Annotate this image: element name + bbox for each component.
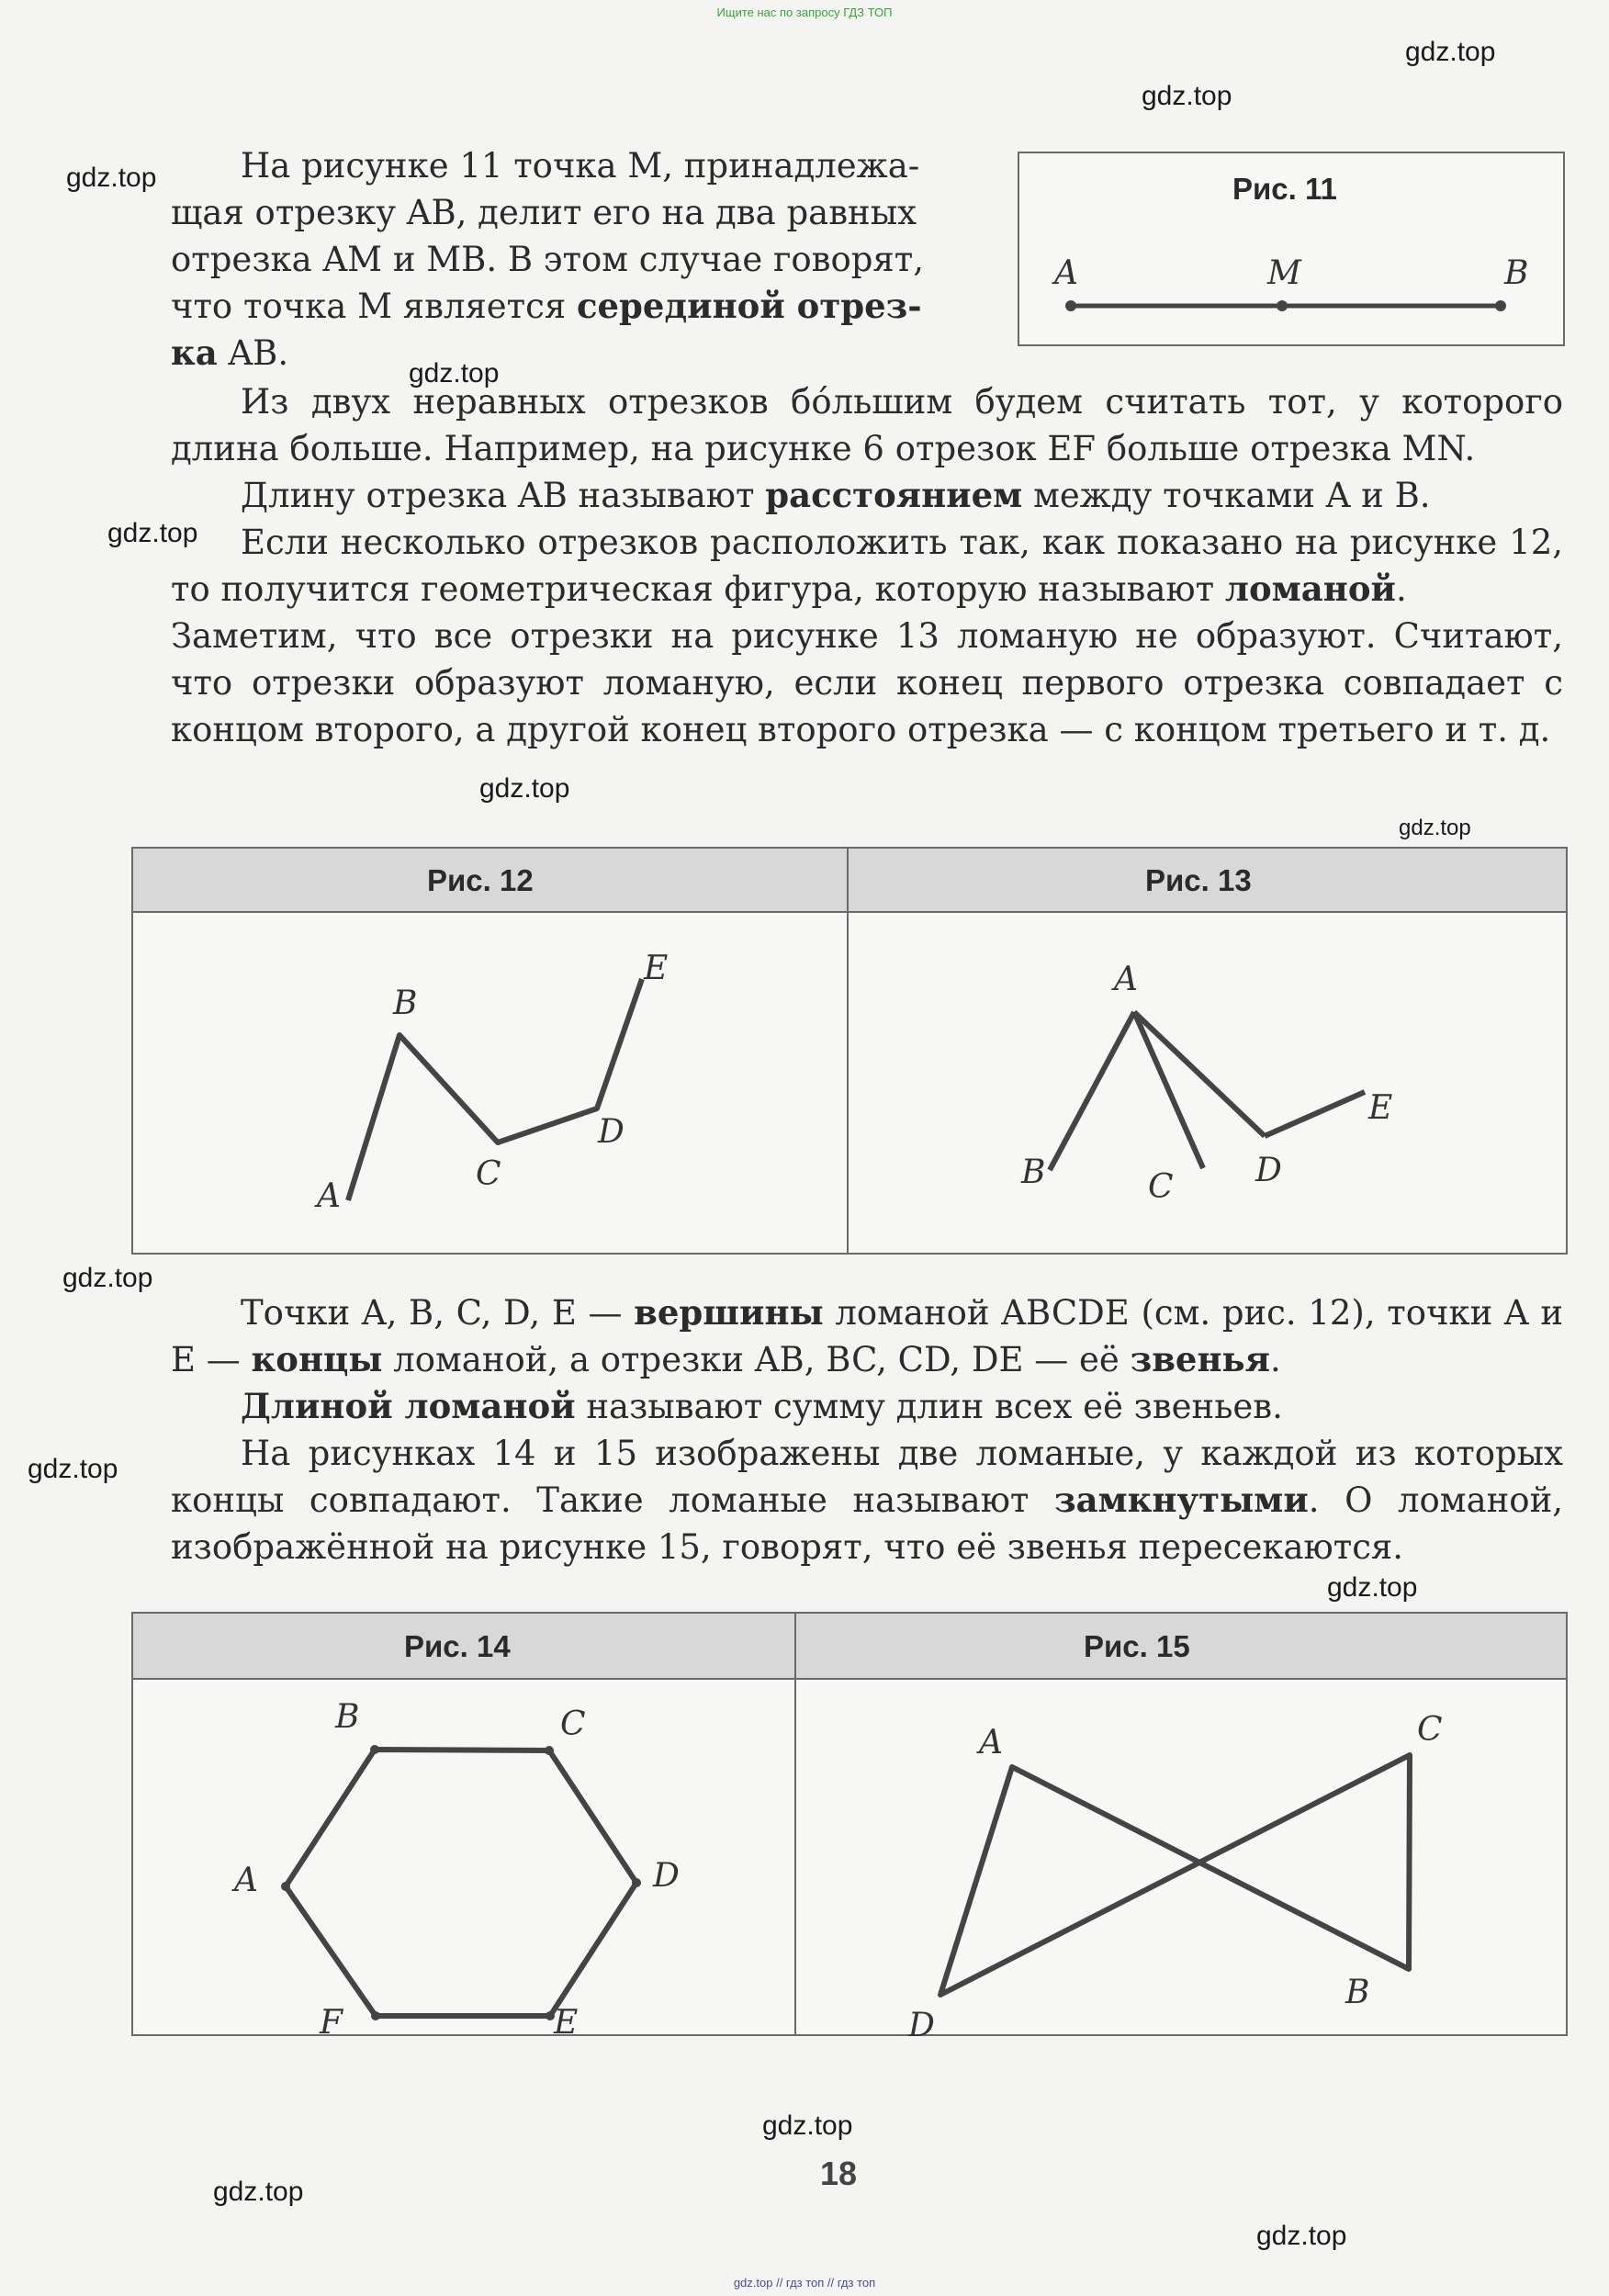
figure-11-drawing bbox=[1019, 153, 1563, 344]
paragraph-text bbox=[171, 1289, 1563, 1570]
watermark: gdz.top bbox=[213, 2177, 304, 2207]
segment-ab bbox=[1050, 1012, 1134, 1170]
point-m bbox=[1277, 300, 1288, 311]
text-run: Точки A, B, C, D, E — bbox=[241, 1293, 635, 1333]
figures-12-13 bbox=[131, 847, 1568, 1255]
watermark: gdz.top bbox=[28, 1454, 118, 1484]
term-closed: замкнутыми bbox=[1053, 1480, 1309, 1520]
label-f: F bbox=[320, 2004, 343, 2042]
label-e: E bbox=[1368, 1089, 1393, 1127]
text-run: Если несколько отрезков расположить так, как показано на рисунке 12, то получится геометрическая фигура, которую называют bbox=[171, 523, 1563, 609]
watermark: gdz.top bbox=[1399, 816, 1471, 840]
text-line: щая отрезку AB, делит его на два равных bbox=[171, 193, 917, 232]
watermark: gdz.top bbox=[1256, 2221, 1347, 2251]
vertex-c bbox=[545, 1746, 554, 1755]
label-e: E bbox=[554, 2004, 579, 2042]
figure-11 bbox=[1018, 152, 1565, 346]
label-d: D bbox=[908, 2007, 935, 2044]
label-c: C bbox=[476, 1155, 501, 1193]
label-c: C bbox=[1417, 1711, 1443, 1749]
figure-14-15-drawing bbox=[133, 1614, 1566, 2034]
text-line: отрезка AM и MB. В этом случае говорят, bbox=[171, 240, 924, 279]
label-a: A bbox=[1114, 961, 1138, 998]
vertex-b bbox=[370, 1745, 379, 1754]
paragraph-text bbox=[171, 378, 1563, 753]
label-b: B bbox=[1345, 1974, 1370, 2011]
figure-caption: Рис. 13 bbox=[1145, 863, 1252, 897]
text-run: ломаной, а отрезки AB, BC, CD, DE — её bbox=[382, 1340, 1131, 1379]
watermark: gdz.top bbox=[107, 518, 198, 548]
term-ends: концы bbox=[251, 1339, 383, 1379]
text-run: Длину отрезка AB называют bbox=[241, 476, 766, 515]
watermark: gdz.top bbox=[1327, 1572, 1418, 1603]
text-run: ломаной ABCDE (см. рис. 12), точки A и E — bbox=[171, 1293, 1563, 1379]
segment-ac bbox=[1134, 1012, 1203, 1168]
label-b: B bbox=[335, 1698, 360, 1736]
figure-caption: Рис. 12 bbox=[427, 863, 534, 897]
watermark: gdz.top bbox=[479, 773, 570, 804]
watermark: gdz.top bbox=[62, 1263, 153, 1293]
paragraph-length bbox=[171, 1383, 1563, 1430]
figures-14-15 bbox=[131, 1612, 1568, 2044]
page-number: 18 bbox=[820, 2155, 858, 2192]
vertex-d bbox=[632, 1878, 641, 1887]
text-run: что точка M является bbox=[171, 287, 577, 326]
term-distance: расстоянием bbox=[765, 475, 1023, 515]
label-a: A bbox=[317, 1177, 341, 1215]
term-polyline: ломаной bbox=[1224, 568, 1396, 609]
watermark: gdz.top bbox=[1405, 37, 1496, 67]
text-line bbox=[171, 283, 970, 330]
watermark: gdz.top bbox=[66, 163, 157, 193]
figure-caption: Рис. 11 bbox=[1232, 172, 1337, 206]
segment-de bbox=[1265, 1092, 1365, 1136]
label-e: E bbox=[644, 950, 669, 987]
polygon-self-intersecting bbox=[940, 1755, 1410, 1995]
text-run: . О ломаной, изображённой на рисунке 15, говорят, что её звенья пересекаются. bbox=[171, 1480, 1563, 1567]
paragraph-longer-segment: Из двух неравных отрезков бо́льшим будем считать тот, у которого длина больше. Например, на рисунке 6 отрезок EF больше отрезка MN. bbox=[171, 382, 1563, 468]
label-b: B bbox=[393, 985, 418, 1022]
watermark: gdz.top bbox=[762, 2110, 853, 2141]
figure-12-13-drawing bbox=[133, 849, 1566, 1253]
label-d: D bbox=[653, 1857, 680, 1895]
paragraph-polyline bbox=[171, 519, 1563, 613]
term-links: звенья bbox=[1130, 1339, 1270, 1379]
label-a: A bbox=[979, 1724, 1003, 1761]
text-line bbox=[171, 330, 970, 377]
label-a: A bbox=[234, 1862, 258, 1899]
text-run: называют сумму длин всех её звеньев. bbox=[575, 1387, 1283, 1426]
text-run: . bbox=[1395, 569, 1407, 609]
paragraph-midpoint bbox=[171, 142, 970, 377]
label-d: D bbox=[1255, 1152, 1282, 1189]
point-b bbox=[1495, 300, 1506, 311]
label-a: A bbox=[1054, 254, 1078, 292]
segment-ad bbox=[1134, 1012, 1265, 1136]
paragraph-closed bbox=[171, 1430, 1563, 1570]
label-c: C bbox=[1148, 1168, 1174, 1206]
label-b: B bbox=[1504, 254, 1529, 292]
term-midpoint-end: ка bbox=[171, 332, 218, 373]
point-a bbox=[1065, 300, 1076, 311]
label-b: B bbox=[1021, 1154, 1046, 1191]
polygon-abcdef bbox=[286, 1750, 636, 2016]
term-polyline-length: Длиной ломаной bbox=[241, 1386, 576, 1426]
watermark: gdz.top bbox=[409, 358, 500, 388]
term-vertices: вершины bbox=[634, 1292, 824, 1333]
watermark: gdz.top bbox=[1142, 81, 1232, 111]
paragraph-vertices bbox=[171, 1289, 1563, 1383]
paragraph-polyline-rule: Заметим, что все отрезки на рисунке 13 ломаную не образуют. Считают, что отрезки образуют ломаную, если конец первого отрезка совпадает с концом второго, а другой конец второго отрезка — с концом третьего и т. д. bbox=[171, 616, 1563, 749]
figure-caption: Рис. 14 bbox=[404, 1629, 511, 1663]
label-m: M bbox=[1267, 254, 1301, 292]
vertex-f bbox=[371, 2011, 380, 2020]
text-run: AB. bbox=[217, 333, 289, 373]
label-c: C bbox=[560, 1705, 586, 1743]
footer-line: gdz.top // гдз топ // гдз топ bbox=[733, 2276, 876, 2290]
text-run: между точками A и B. bbox=[1022, 476, 1431, 515]
figure-caption: Рис. 15 bbox=[1084, 1629, 1190, 1663]
vertex-a bbox=[281, 1882, 290, 1891]
text-run: . bbox=[1269, 1340, 1281, 1379]
label-d: D bbox=[598, 1113, 624, 1151]
paragraph-distance bbox=[171, 472, 1563, 519]
top-banner: Ищите нас по запросу ГДЗ ТОП bbox=[716, 6, 893, 19]
term-midpoint: серединой отрез- bbox=[576, 286, 922, 326]
text-line: На рисунке 11 точка M, принадлежа- bbox=[241, 146, 920, 186]
text-run: На рисунках 14 и 15 изображены две ломаные, у каждой из которых концы совпадают. Такие ломаные называют bbox=[171, 1434, 1563, 1520]
